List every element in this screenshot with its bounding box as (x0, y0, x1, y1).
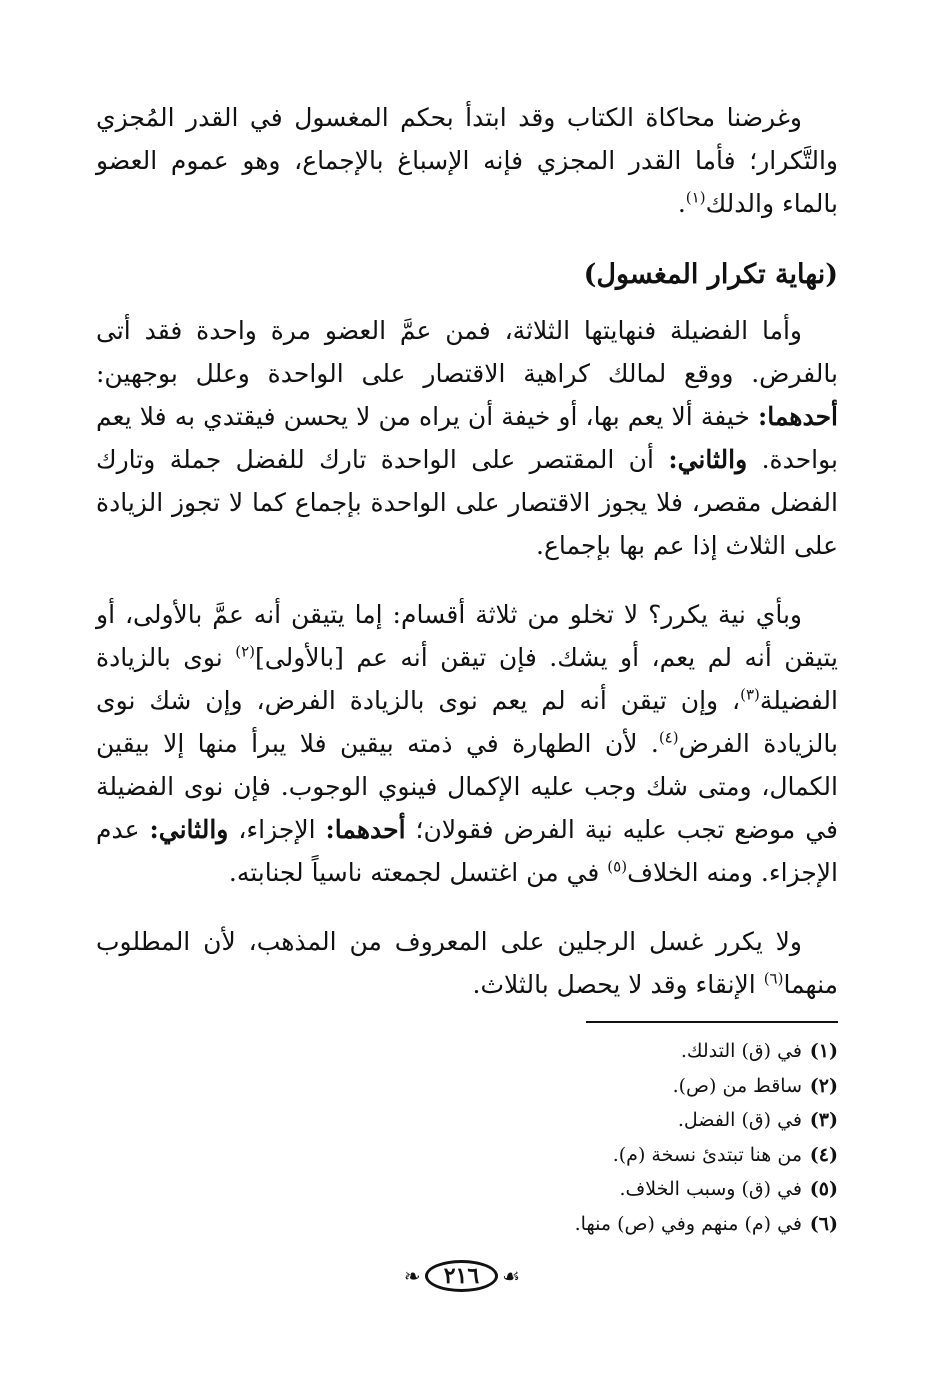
footnote-text: ساقط من (ص). (672, 1074, 802, 1097)
p3-text-2: نوى بالزيادة الفضيلة (96, 643, 838, 715)
p3-text-4: . لأن الطهارة في ذمته بيقين فلا يبرأ منها إلا بيقين الكمال، ومتى شك وجب عليه الإكمال فينوي الوجوب. فإن نوى الفضيلة في موضع تجب عليه نية الفرض فقولان؛ (96, 729, 839, 844)
p4-text-1: ولا يكرر غسل الرجلين على المعروف من المذهب، لأن المطلوب منهما (96, 927, 838, 999)
p4-text-2: الإنقاء وقد لا يحصل بالثلاث. (472, 970, 756, 999)
p3-text-1: وبأي نية يكرر؟ لا تخلو من ثلاثة أقسام: إما يتيقن أنه عمَّ بالأولى، أو يتيقن أنه لم يعم، أو يشك. فإن تيقن أنه عم [بالأولى] (96, 600, 838, 672)
p1-end: . (677, 189, 686, 218)
paragraph-1 (96, 96, 838, 225)
p3-text-7: في من اغتسل لجمعته ناسياً لجنابته. (228, 858, 600, 887)
footnote-ref-6: (٦) (763, 969, 784, 988)
paragraph-3 (96, 593, 838, 894)
footnote-text: من هنا تبتدئ نسخة (م). (612, 1143, 802, 1166)
p1-text: وغرضنا محاكاة الكتاب وقد ابتدأ بحكم المغسول في القدر المُجزي والتَّكرار؛ فأما القدر المجزي فإنه الإسباغ بالإجماع، وهو عموم العضو بالماء والدلك (96, 103, 838, 218)
p3-text-5: الإجزاء، (238, 815, 316, 844)
footnotes (300, 1034, 838, 1241)
footnote-2 (300, 1069, 838, 1104)
footnote-ref-4: (٤) (658, 728, 679, 747)
footnote-6 (300, 1207, 838, 1242)
footnote-text: في (م) منهم وفي (ص) منها. (574, 1212, 802, 1235)
footnote-divider (586, 1021, 838, 1023)
paragraph-2 (96, 309, 838, 567)
footnote-5 (300, 1172, 838, 1207)
footnote-4 (300, 1138, 838, 1173)
p2-first-reason-label: أحدهما: (757, 402, 838, 431)
footnote-3 (300, 1103, 838, 1138)
section-heading: (نهاية تكرار المغسول) (583, 259, 838, 290)
footnote-ref-5: (٥) (607, 857, 628, 876)
page-number-ornament (386, 1256, 538, 1296)
footnote-1 (300, 1034, 838, 1069)
footnote-ref-3: (٣) (740, 685, 760, 704)
p2-second-reason-label: والثاني: (668, 445, 748, 474)
p2-text-2: خيفة ألا يعم بها، أو خيفة أن يراه من لا يحسن فيقتدي به فلا يعم بواحدة. (96, 402, 839, 474)
p3-first-opinion-label: أحدهما: (325, 815, 406, 844)
footnote-number: (٤) (809, 1143, 838, 1166)
paragraph-4 (96, 920, 838, 1006)
footnote-text: في (ق) التدلك. (680, 1040, 802, 1062)
ornament-left-icon: ❧ (403, 1264, 421, 1288)
p2-text-1: وأما الفضيلة فنهايتها الثلاثة، فمن عمَّ العضو مرة واحدة فقد أتى بالفرض. ووقع لمالك كراهية الاقتصار على الواحدة وعلل بوجهين: (96, 316, 838, 388)
footnote-text: في (ق) الفضل. (677, 1109, 802, 1131)
footnote-number: (٥) (809, 1178, 838, 1200)
footnote-number: (٦) (809, 1212, 838, 1235)
p3-second-opinion-label: والثاني: (149, 815, 229, 844)
footnote-text: في (ق) وسبب الخلاف. (619, 1178, 802, 1200)
footnote-number: (١) (809, 1040, 838, 1062)
p2-text-3: أن المقتصر على الواحدة تارك للفضل جملة وتارك الفضل مقصر، فلا يجوز الاقتصار على الواحدة بإجماع كما لا تجوز الزيادة على الثلاث إذا عم بها بإجماع. (96, 445, 838, 560)
footnote-number: (٣) (809, 1109, 838, 1131)
p3-text-6: عدم الإجزاء. ومنه الخلاف (96, 815, 838, 887)
footnote-ref-1: (١) (685, 188, 706, 207)
main-text (96, 96, 838, 1032)
ornament-right-icon: ☙ (502, 1264, 521, 1288)
p3-text-3: ، وإن تيقن أنه لم يعم نوى بالزيادة الفرض، وإن شك نوى بالزيادة الفرض (96, 686, 838, 758)
page-number: ٢١٦ (425, 1260, 498, 1292)
footnote-number: (٢) (809, 1074, 838, 1097)
footnote-ref-2: (٢) (235, 642, 255, 661)
